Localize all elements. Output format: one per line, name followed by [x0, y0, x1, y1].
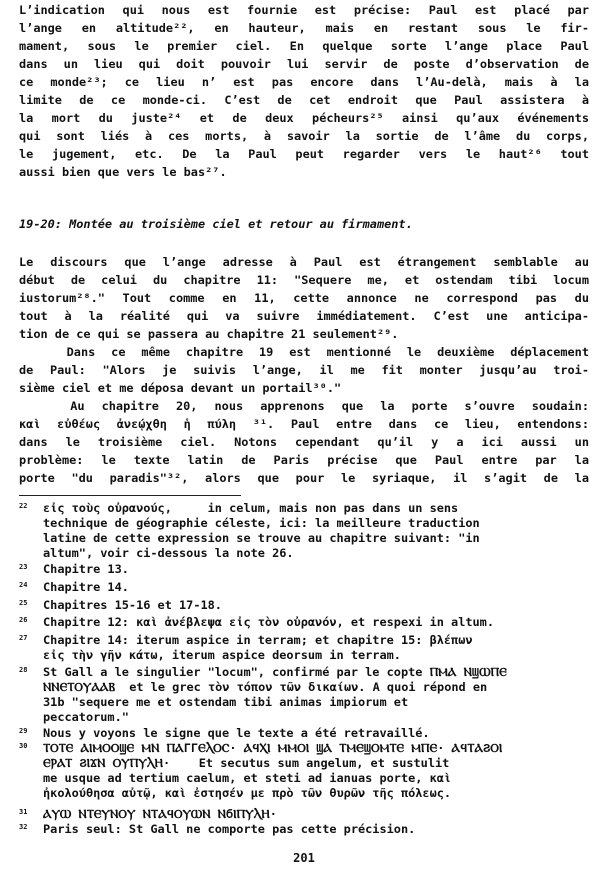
footnote-line: peccatorum."	[43, 710, 129, 724]
footnote-number: 25	[19, 599, 28, 607]
footnote-line: ἠκολούθησα αὐτῷ, καὶ ἐστησέν με πρὸ τῶν θυρῶν τῆς πόλεως.	[43, 786, 452, 800]
footnote-number: 27	[19, 634, 28, 642]
footnote-separator	[19, 495, 241, 496]
text-line: le jugement, etc. De la Paul peut regarder vers le haut²⁶ tout	[19, 147, 589, 161]
text-line: mament, sous le premier ciel. En quelque sorte l’ange place Paul	[19, 39, 589, 53]
text-line: porte "du paradis"³², alors que pour le syriaque, il s’agit de la	[19, 471, 589, 485]
footnote-line: latine de cette expression se trouve au chapitre suivant: "in	[43, 531, 480, 545]
text-line: ce monde²³; ce lieu n’ est pas encore dans l’Au-delà, mais à la	[19, 75, 589, 89]
text-line: Dans ce même chapitre 19 est mentionné le deuxième déplacement	[19, 345, 589, 359]
footnote-number: 29	[19, 727, 28, 735]
footnote-line: Nous y voyons le signe que le texte a été retravaillé.	[43, 726, 430, 740]
text-line: sième ciel et me déposa devant un portail³⁰."	[19, 381, 342, 395]
text-line: L’indication qui nous est fournie est précise: Paul est placé par	[19, 3, 589, 17]
footnote-number: 26	[19, 616, 28, 624]
text-line: l’ange en altitude²², en hauteur, mais en restant sous le fir-	[19, 21, 589, 35]
footnote-line: altum", voir ci-dessous la note 26.	[43, 546, 294, 560]
text-line: début de celui du chapitre 11: "Sequere me, et ostendam tibi locum	[19, 273, 589, 287]
text-line: Au chapitre 20, nous apprenons que la porte s’ouvre soudain:	[19, 399, 589, 413]
text-line: de Paul: "Alors je suivis l’ange, il me fit monter jusqu’au troi-	[19, 363, 589, 377]
text-line: Le discours que l’ange adresse à Paul est étrangement semblable au	[19, 255, 589, 269]
text-line: iustorum²⁸." Tout comme en 11, cette annonce ne correspond pas du	[19, 291, 589, 305]
footnote-line: Chapitre 14: iterum aspice in terram; et chapitre 15: βλέπων	[43, 633, 473, 647]
text-line: tion de ce qui se passera au chapitre 21 seulement²⁹.	[19, 327, 399, 341]
footnote-line: εἰς τὴν γῆν κάτω, iterum aspice deorsum in terram.	[43, 648, 401, 662]
footnote-number: 24	[19, 581, 28, 589]
footnote-line: εἰς τοὺς οὐρανούς, in celum, mais non pas dans un sens	[43, 501, 459, 515]
page-number: 201	[293, 851, 315, 865]
text-line: tout à la réalité qui va suivre immédiatement. C’est une anticipa-	[19, 309, 589, 323]
footnote-line: ⲀⲨⲰ ⲚⲦⲈⲨⲚⲞⲨ ⲚⲦⲀϤⲞⲨⲰⲚ ⲚϬⲒⲠⲨⲖⲎ·	[43, 807, 277, 821]
text-line: aussi bien que vers le bas²⁷.	[19, 165, 227, 179]
footnote-number: 28	[19, 666, 28, 674]
footnote-number: 23	[19, 563, 28, 571]
footnote-line: Paris seul: St Gall ne comporte pas cette précision.	[43, 822, 416, 836]
footnote-line: Chapitre 13.	[43, 562, 129, 576]
footnote-number: 32	[19, 823, 28, 831]
text-line: la mort du juste²⁴ et de deux pécheurs²⁵ ainsi qu’aux événements	[19, 111, 589, 125]
section-heading: 19-20: Montée au troisième ciel et retour au firmament.	[19, 217, 413, 231]
footnote-line: St Gall a le singulier "locum", confirmé par le copte ⲠⲘⲀ ⲚϢⲰⲠⲈ	[43, 665, 507, 679]
footnote-number: 31	[19, 808, 28, 816]
footnote-number: 22	[19, 502, 28, 510]
text-line: limite de ce monde-ci. C’est de cet endroit que Paul assistera à	[19, 93, 589, 107]
text-line: qui sont liés à ces morts, à savoir la sortie de l’âme du corps,	[19, 129, 589, 143]
footnote-line: technique de géographie céleste, ici: la meilleure traduction	[43, 516, 480, 530]
footnote-line: 31b "sequere me et ostendam tibi animas impiorum et	[43, 695, 409, 709]
text-line: problème: le texte latin de Paris précise que Paul entre par la	[19, 453, 589, 467]
footnote-line: ⲈⲢⲀⲦ ϨⲒϪⲚ ⲞⲨⲠⲨⲖⲎ· Et secutus sum angelum, et sustulit	[43, 756, 450, 770]
footnote-line: Chapitre 14.	[43, 580, 129, 594]
footnote-line: ⲦⲞⲦⲈ ⲀⲒⲘⲞⲞϢⲈ ⲘⲚ ⲠⲀΓΓⲈⲖⲞⲤ· ⲀϤⲬⲒ ⲘⲘⲞⲒ ϢⲀ ⲦⲘⲈϢⲞⲘⲦⲈ ⲘⲠⲈ· ⲀϤⲦⲀϨⲞⲒ	[43, 741, 503, 755]
footnote-number: 30	[19, 742, 28, 750]
text-line: dans un lieu qui doit pouvoir lui servir de poste d’observation de	[19, 57, 589, 71]
text-line: dans le troisième ciel. Notons cependant qu’il y a ici aussi un	[19, 435, 589, 449]
text-line: καὶ εὐθέως ἀνεῴχθη ἡ πύλη ³¹. Paul entre dans ce lieu, entendons:	[19, 417, 589, 431]
footnote-line: Chapitres 15-16 et 17-18.	[43, 598, 222, 612]
footnote-line: me usque ad tertium caelum, et steti ad ianuas porte, καὶ	[43, 771, 452, 785]
footnote-line: Chapitre 12: καὶ ἀνέβλεψα εἰς τὸν οὐρανόν, et respexi in altum.	[43, 615, 495, 629]
footnote-line: ⲚⲚⲈⲦⲞⲨⲀⲀⲂ et le grec τὸν τόπον τῶν δικαίων. A quoi répond en	[43, 680, 488, 694]
